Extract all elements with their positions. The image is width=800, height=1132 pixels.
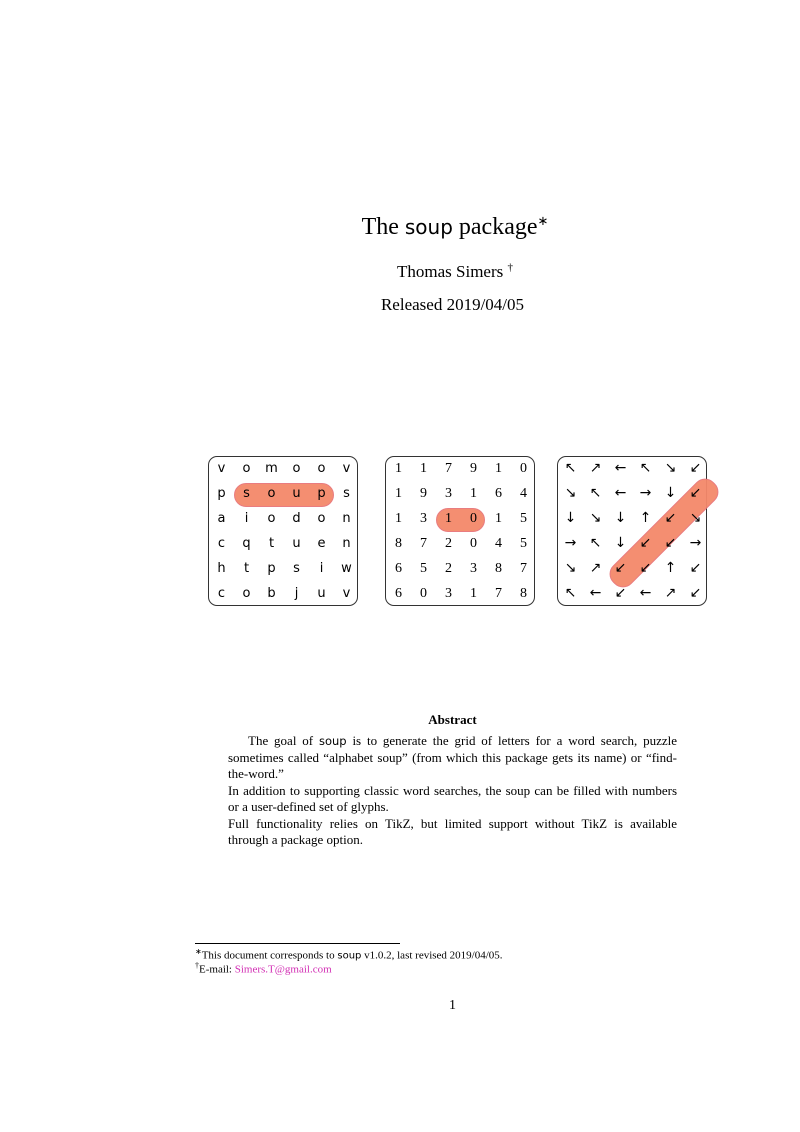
grid-cell: 1 (470, 486, 477, 501)
grid-cell: ↑ (639, 510, 652, 526)
grid-cell: u (292, 536, 301, 551)
grid-cell: v (342, 461, 351, 476)
release-date: Released 2019/04/05 (380, 295, 525, 314)
grid-cell: i (319, 561, 324, 576)
grid-cell: 1 (395, 486, 402, 501)
grid-cell: s (243, 486, 250, 501)
grid-cell: ↖ (639, 460, 652, 476)
abstract-paragraph-2: In addition to supporting classic word searches, the soup can be filled with numbers or a user-defined set of glyphs. (228, 782, 677, 814)
grid-cell: ↙ (689, 560, 702, 576)
grid-cell: ↙ (639, 560, 652, 576)
grid-cell: 3 (445, 586, 452, 601)
grid-cell: 5 (520, 511, 527, 526)
grid-cell: → (639, 485, 652, 501)
grid-cell: p (317, 486, 326, 501)
grid-cell: i (244, 511, 249, 526)
abstract-text: is to generate the grid of letters for a word search, puzzle sometimes called “alphabet soup” (from which this package gets its name) or “find-the-word.” (228, 733, 677, 781)
grid-cell: h (217, 561, 226, 576)
grid-cell: m (265, 461, 278, 476)
grid-cell: o (242, 461, 251, 476)
grid-cell: ← (589, 585, 602, 601)
grid-cell: 4 (495, 536, 502, 551)
grid-cell: ↓ (564, 510, 577, 526)
grid-cell: o (292, 461, 301, 476)
grid-cell: 1 (470, 586, 477, 601)
footnote-rule (195, 943, 400, 944)
grid-cell: t (243, 561, 250, 576)
grid-cell: 3 (420, 511, 427, 526)
author (0, 262, 800, 282)
grid-cell: ↙ (614, 560, 627, 576)
title-prefix: The (361, 214, 399, 240)
grid-cell: 0 (470, 511, 477, 526)
grid-cell: ↓ (664, 485, 677, 501)
grid-cell: ↘ (664, 460, 677, 476)
arrow-grid (557, 456, 707, 606)
grid-cell: ↘ (564, 560, 577, 576)
grid-cell: ↖ (589, 485, 602, 501)
grid-cell: 3 (445, 486, 452, 501)
grid-cell: 0 (520, 461, 527, 476)
grid-cell: 3 (470, 561, 477, 576)
grid-cell: ↖ (564, 585, 577, 601)
grid-cell: 4 (520, 486, 527, 501)
grid-cell: o (317, 511, 326, 526)
grid-cell: 2 (445, 561, 452, 576)
grid-cell: u (292, 486, 301, 501)
grid-cell: e (317, 536, 326, 551)
grid-cell: ↓ (614, 535, 627, 551)
grid-cell: 8 (395, 536, 402, 551)
email-link[interactable]: Simers.T@gmail.com (234, 963, 332, 976)
footnote-text: E-mail: (199, 963, 235, 976)
grid-cell: 0 (470, 536, 477, 551)
grid-cell: a (217, 511, 226, 526)
abstract-paragraph-3: Full functionality relies on TikZ, but limited support without TikZ is available through a package option. (228, 815, 677, 847)
footnote-text: v1.0.2, last revised 2019/04/05. (361, 949, 503, 962)
grid-cell: n (342, 511, 351, 526)
footnote-mark: ∗ (195, 947, 202, 956)
grid-cell: v (342, 586, 351, 601)
grid-cell: t (268, 536, 275, 551)
grid-cell: ↙ (664, 510, 677, 526)
grid-cell: ↖ (589, 535, 602, 551)
grid-cell: ↙ (639, 535, 652, 551)
grid-cell: s (343, 486, 350, 501)
grid-cell: o (267, 511, 276, 526)
document-title (0, 214, 800, 241)
grid-cell: 5 (520, 536, 527, 551)
grid-cell: ↘ (689, 510, 702, 526)
grid-cell: ← (614, 460, 627, 476)
grid-cell: c (217, 536, 226, 551)
grid-cell: 0 (420, 586, 427, 601)
title-suffix: package (458, 214, 538, 240)
author-name: Thomas Simers (397, 262, 504, 281)
footnote-1 (195, 947, 503, 962)
grid-cell: 9 (420, 486, 427, 501)
grid-cell: n (342, 536, 351, 551)
grid-cell: 9 (470, 461, 477, 476)
grid-cell: q (242, 536, 251, 551)
grid-cell: ↓ (614, 510, 627, 526)
grid-cell: 7 (495, 586, 502, 601)
grid-cell: 6 (495, 486, 502, 501)
grid-cell: 1 (495, 511, 502, 526)
abstract-text: The goal of (248, 733, 319, 748)
grid-cell: 8 (520, 586, 527, 601)
grid-cell: 8 (495, 561, 502, 576)
footnote-text: This document corresponds to (201, 949, 338, 962)
author-footnote-mark: † (507, 261, 513, 274)
grid-cell: ↙ (664, 535, 677, 551)
grid-cell: 1 (395, 461, 402, 476)
grid-cell: ↗ (589, 460, 602, 476)
grid-cell: u (317, 586, 326, 601)
title-footnote-mark: ∗ (537, 213, 549, 228)
grid-cell: 7 (520, 561, 527, 576)
grid-cell: 6 (395, 561, 402, 576)
grid-cell: o (317, 461, 326, 476)
grid-cell: ↘ (564, 485, 577, 501)
grid-cell: d (292, 511, 301, 526)
package-name: soup (318, 734, 347, 748)
grid-cell: 7 (420, 536, 427, 551)
grid-cell: ↖ (564, 460, 577, 476)
grid-cell: v (217, 461, 226, 476)
grid-cell: 1 (495, 461, 502, 476)
grid-cell: p (267, 561, 276, 576)
grid-cell: → (564, 535, 577, 551)
footnote-mark: † (195, 961, 199, 970)
grid-cell: 1 (420, 461, 427, 476)
grid-cell: p (217, 486, 226, 501)
grid-cell: o (242, 586, 251, 601)
abstract-heading: Abstract (428, 712, 477, 727)
grid-cell: ↙ (689, 460, 702, 476)
page-number: 1 (449, 998, 456, 1013)
grid-cell: c (217, 586, 226, 601)
footnote-2 (195, 961, 332, 976)
grid-cell: o (267, 486, 276, 501)
grid-cell: ↗ (664, 585, 677, 601)
grid-cell: w (341, 561, 352, 576)
grid-cell: 2 (445, 536, 452, 551)
grid-cell: 5 (420, 561, 427, 576)
title-package-name: soup (404, 215, 453, 239)
grid-cell: ↑ (664, 560, 677, 576)
grid-cell: ↘ (589, 510, 602, 526)
grid-cell: ← (639, 585, 652, 601)
abstract-body (228, 733, 677, 849)
grid-cell: ↗ (589, 560, 602, 576)
grid-cell: ↙ (614, 585, 627, 601)
grid-cell: 1 (445, 511, 452, 526)
abstract-paragraph-1 (228, 733, 677, 783)
grid-cell: s (293, 561, 300, 576)
package-name: soup (337, 950, 362, 962)
grid-cell: ↙ (689, 485, 702, 501)
grid-cell: 1 (395, 511, 402, 526)
number-grid (385, 456, 535, 606)
letter-grid (208, 456, 358, 606)
grid-cell: b (267, 586, 276, 601)
grid-cell: 7 (445, 461, 452, 476)
grid-cell: ← (614, 485, 627, 501)
grid-cell: ↙ (689, 585, 702, 601)
grid-cell: → (689, 535, 702, 551)
grid-cell: 6 (395, 586, 402, 601)
grid-cell: j (294, 586, 299, 601)
